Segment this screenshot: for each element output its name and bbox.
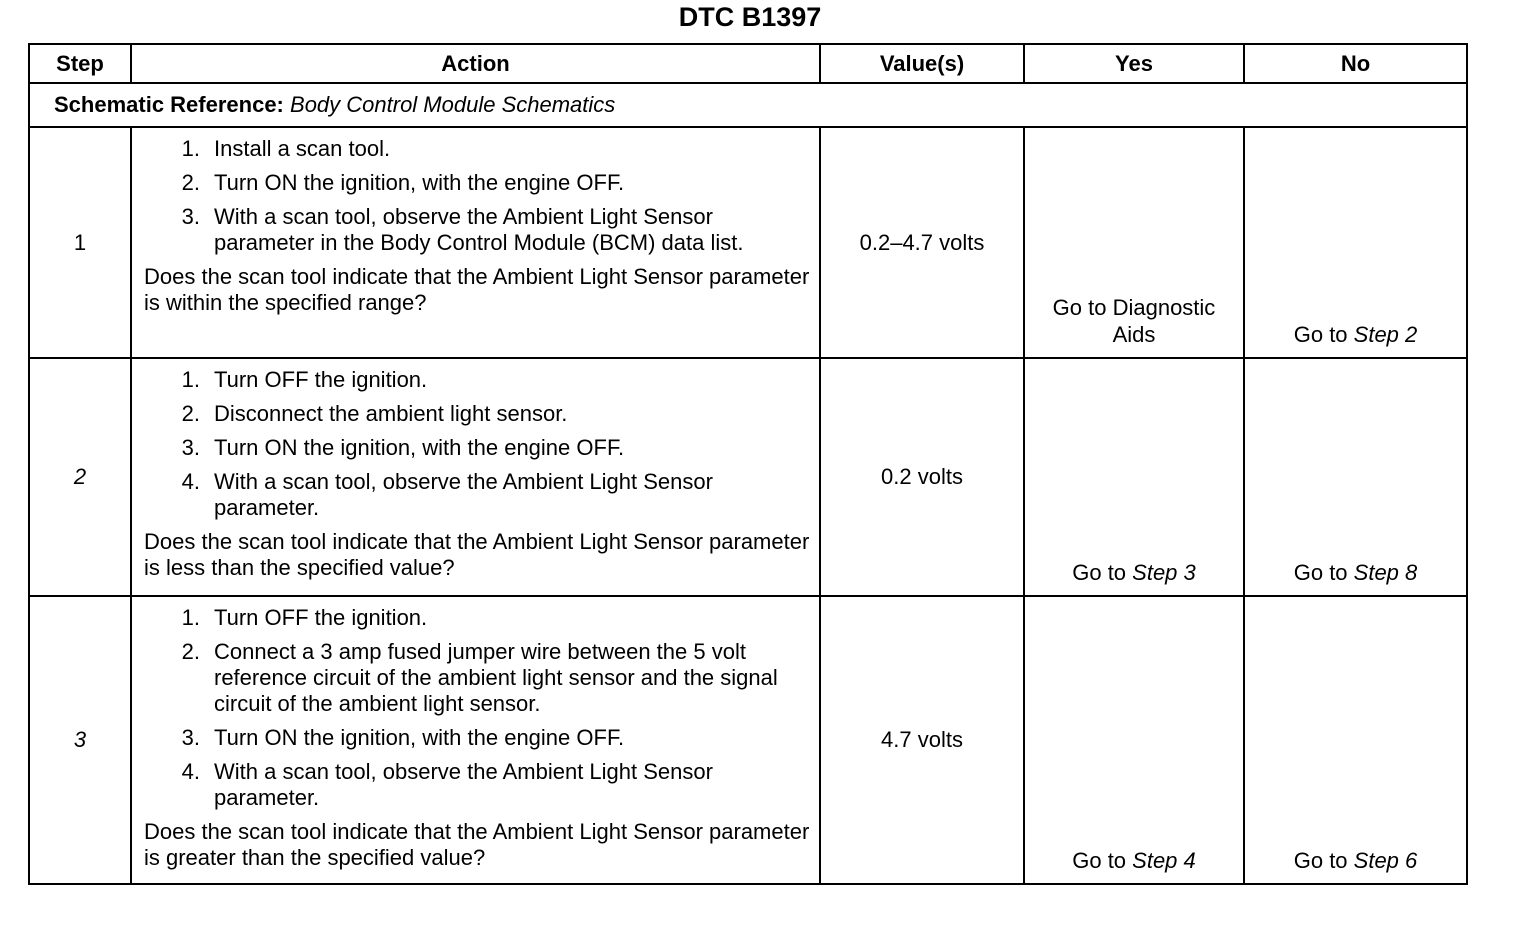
step-question: Does the scan tool indicate that the Ambient Light Sensor parameter is within the specified range? <box>144 263 810 315</box>
schematic-reference <box>29 83 1467 127</box>
list-item <box>144 204 813 256</box>
step-no <box>1244 127 1467 358</box>
list-item <box>144 469 813 521</box>
step-number: 2 <box>29 358 131 596</box>
item-number: 2. <box>181 169 200 195</box>
yes-prefix: Go to Diagnostic Aids <box>1052 295 1216 348</box>
item-number: 1. <box>181 605 200 630</box>
step-no <box>1244 596 1467 884</box>
schematic-reference-value: Body Control Module Schematics <box>290 92 616 117</box>
list-item <box>144 170 813 196</box>
step-yes <box>1024 596 1244 884</box>
item-number: 3. <box>181 203 200 229</box>
step-no <box>1244 358 1467 596</box>
item-number: 1. <box>181 367 200 392</box>
item-text: Connect a 3 amp fused jumper wire between the 5 volt reference circuit of the ambient light sensor and the signal circuit of the ambient light sensor. <box>214 638 778 716</box>
no-prefix: Go to <box>1293 322 1354 348</box>
schematic-reference-label: Schematic Reference: <box>54 92 284 117</box>
list-item <box>144 605 813 631</box>
step-question: Does the scan tool indicate that the Ambient Light Sensor parameter is less than the specified value? <box>144 528 810 580</box>
item-number: 4. <box>181 758 200 784</box>
action-list <box>144 367 813 521</box>
header-yes: Yes <box>1024 44 1244 83</box>
item-text: Turn ON the ignition, with the engine OFF. <box>214 434 625 460</box>
no-target: Step 8 <box>1353 560 1418 586</box>
diagnostic-table <box>28 43 1468 885</box>
list-item <box>144 435 813 461</box>
list-item <box>144 367 813 393</box>
step-yes <box>1024 358 1244 596</box>
yes-prefix: Go to <box>1072 560 1133 586</box>
list-item <box>144 759 813 811</box>
header-step: Step <box>29 44 131 83</box>
step-number: 1 <box>29 127 131 358</box>
step-question: Does the scan tool indicate that the Ambient Light Sensor parameter is greater than the specified value? <box>144 818 810 870</box>
no-target: Step 6 <box>1353 848 1418 874</box>
item-number: 3. <box>181 434 200 460</box>
item-number: 3. <box>181 724 200 750</box>
action-list <box>144 605 813 811</box>
step-value: 0.2–4.7 volts <box>820 127 1024 358</box>
item-text: With a scan tool, observe the Ambient Light Sensor parameter. <box>214 758 713 810</box>
list-item <box>144 136 813 162</box>
header-values: Value(s) <box>820 44 1024 83</box>
step-number: 3 <box>29 596 131 884</box>
yes-target: Step 4 <box>1132 848 1196 874</box>
no-prefix: Go to <box>1293 848 1354 874</box>
item-text: With a scan tool, observe the Ambient Light Sensor parameter. <box>214 468 713 520</box>
step-action <box>131 358 820 596</box>
item-text: Turn OFF the ignition. <box>214 605 428 630</box>
schematic-reference-row <box>29 83 1467 127</box>
list-item <box>144 639 813 717</box>
step-value: 4.7 volts <box>820 596 1024 884</box>
no-target: Step 2 <box>1353 322 1418 348</box>
header-action: Action <box>131 44 820 83</box>
yes-target: Step 3 <box>1132 560 1196 586</box>
step-action <box>131 596 820 884</box>
list-item <box>144 401 813 427</box>
page-title: DTC B1397 <box>678 2 822 32</box>
item-text: With a scan tool, observe the Ambient Light Sensor parameter in the Body Control Module (BCM) data list. <box>214 203 744 255</box>
item-text: Install a scan tool. <box>214 136 391 161</box>
table-row <box>29 127 1467 358</box>
item-text: Turn ON the ignition, with the engine OFF. <box>214 724 625 750</box>
item-number: 1. <box>181 136 200 161</box>
table-row <box>29 596 1467 884</box>
item-number: 4. <box>181 468 200 494</box>
no-prefix: Go to <box>1293 560 1354 586</box>
step-yes <box>1024 127 1244 358</box>
table-row <box>29 358 1467 596</box>
item-number: 2. <box>181 400 200 426</box>
header-row <box>29 44 1467 83</box>
yes-prefix: Go to <box>1072 848 1133 874</box>
item-number: 2. <box>181 638 200 664</box>
step-action <box>131 127 820 358</box>
header-no: No <box>1244 44 1467 83</box>
step-value: 0.2 volts <box>820 358 1024 596</box>
item-text: Turn ON the ignition, with the engine OFF. <box>214 169 625 195</box>
item-text: Turn OFF the ignition. <box>214 367 428 392</box>
action-list <box>144 136 813 256</box>
list-item <box>144 725 813 751</box>
item-text: Disconnect the ambient light sensor. <box>214 400 568 426</box>
